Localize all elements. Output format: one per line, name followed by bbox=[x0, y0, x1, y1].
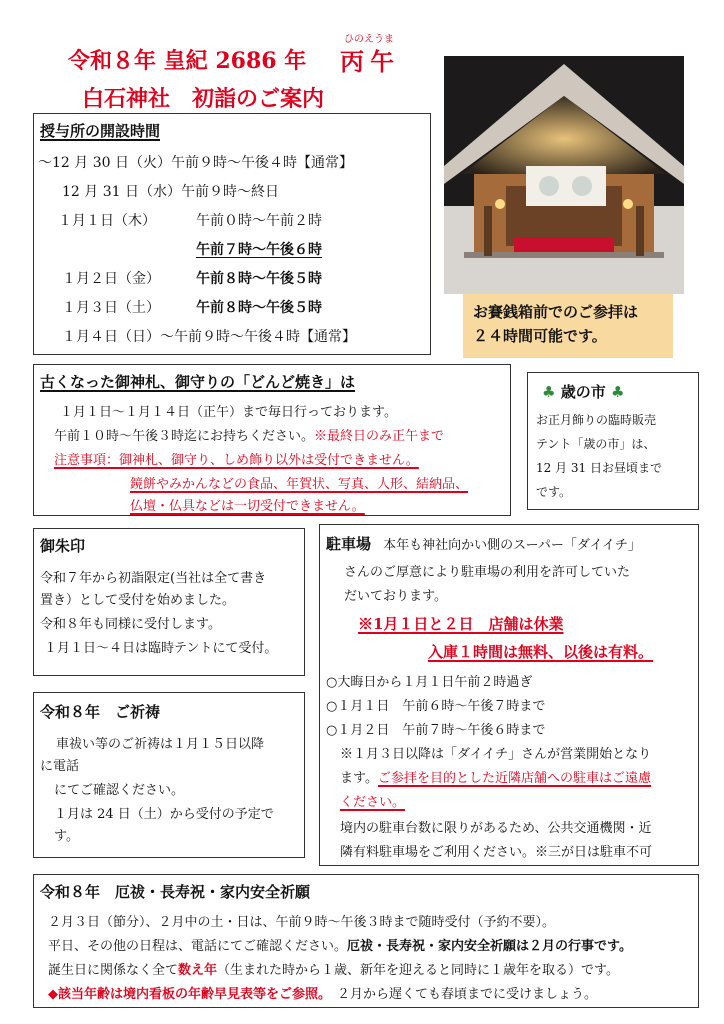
juyo-row-6-date: １月３日（土） bbox=[62, 300, 160, 316]
juyo-row-3-date: １月１日（木） bbox=[58, 213, 156, 229]
dondo-line-4: 鏡餅やみかんなどの食品、年賀状、写真、人形、結納品、 bbox=[130, 477, 469, 492]
goshuin-box bbox=[33, 528, 305, 676]
juyo-row-4-text: 午前７時～午後６時 bbox=[196, 242, 322, 258]
juyo-row-5-time: 午前８時～午後５時 bbox=[196, 271, 322, 287]
juyo-row-2: 12 月 31 日（水）午前９時～終日 bbox=[62, 184, 279, 200]
toshinoichi-line-1: お正月飾りの臨時販売 bbox=[536, 413, 657, 427]
kito-box bbox=[33, 692, 305, 858]
photo-caption bbox=[463, 294, 673, 358]
yakubarai-line-3 bbox=[48, 959, 619, 978]
yakubarai-line-2 bbox=[48, 935, 632, 954]
parking-line-3: だいております。 bbox=[344, 589, 447, 604]
juyo-title: 授与所の開設時間 bbox=[40, 122, 161, 140]
juyo-row-7: １月４日（日）～午前９時～午後４時【通常】 bbox=[62, 329, 356, 345]
yakubarai-line-3a: 誕生日に関係なく全て bbox=[48, 963, 179, 978]
yakubarai-box bbox=[33, 874, 699, 1008]
juyo-hours-box bbox=[33, 113, 431, 355]
shrine-photo bbox=[444, 56, 684, 294]
yakubarai-line-4a: ◆該当年齢は境内看板の年齢早見表等をご参照。 bbox=[48, 987, 331, 1002]
kito-line-5: す。 bbox=[54, 829, 79, 844]
yakubarai-line-2a: 平日、その他の日程は、電話にてご確認ください。 bbox=[48, 939, 348, 954]
photo-caption-line1: お賽銭箱前でのご参拝は bbox=[473, 303, 639, 321]
photo-caption-line2: ２４時間可能です。 bbox=[473, 327, 607, 345]
parking-red-1: ※1月１日と２日 店舗は休業 bbox=[358, 615, 564, 633]
toshinoichi-line-4: です。 bbox=[536, 485, 572, 499]
goshuin-line-1: 令和７年から初詣限定(当社は全て書き bbox=[40, 571, 267, 586]
parking-opt-1: ○大晦日から１月１日午前２時過ぎ bbox=[326, 675, 533, 690]
parking-box bbox=[319, 524, 699, 866]
kito-line-1: 車祓い等のご祈祷は１月１５日以降 bbox=[56, 737, 265, 752]
yakubarai-line-4b: ２月から遅くても春頃までに受けましょう。 bbox=[337, 987, 598, 1002]
parking-note-3: ください。 bbox=[340, 795, 406, 810]
dondo-line-5: 仏壇・仏具などは一切受付できません。 bbox=[130, 499, 365, 514]
pine-icon: ♣ bbox=[542, 383, 556, 401]
dondo-line-2 bbox=[54, 425, 444, 444]
dondo-line-2-red: ※最終日のみ正午まで bbox=[314, 429, 445, 444]
header-eto-ruby: ひのえうま bbox=[344, 34, 394, 45]
dondo-line-3: 注意事項：御神札、御守り、しめ飾り以外は受付できません。 bbox=[54, 453, 419, 468]
goshuin-line-2: 置き）として受付を始めました。 bbox=[40, 593, 236, 608]
juyo-row-5-date: １月２日（金） bbox=[62, 271, 160, 287]
parking-line-1-row bbox=[326, 533, 641, 554]
toshinoichi-line-3: 12 月 31 日お昼頃まで bbox=[536, 461, 662, 475]
kito-line-4: １月は 24 日（土）から受付の予定で bbox=[54, 807, 274, 822]
parking-opt-2: ○１月１日 午前６時～午後７時まで bbox=[326, 699, 546, 714]
goshuin-line-3: 令和８年も同様に受付します。 bbox=[40, 617, 221, 632]
juyo-row-1: ～12 月 30 日（火）午前９時～午後４時【通常】 bbox=[38, 155, 353, 171]
yakubarai-line-4 bbox=[48, 983, 597, 1002]
yakubarai-line-3b: 数え年 bbox=[178, 963, 218, 978]
dondo-box bbox=[33, 364, 511, 516]
kito-line-3: にてご確認ください。 bbox=[54, 783, 185, 798]
yakubarai-title: 令和８年 厄祓・長寿祝・家内安全祈願 bbox=[40, 883, 311, 901]
juyo-row-3-time: 午前０時～午前２時 bbox=[196, 213, 322, 229]
header-eto: 丙午 bbox=[340, 47, 400, 76]
toshinoichi-box bbox=[527, 372, 699, 510]
parking-note-2b: ご参拝を目的とした近隣店舗への駐車はご遠慮 bbox=[377, 771, 651, 786]
toshinoichi-title: 歳の市 bbox=[560, 383, 606, 401]
header-title: 白石神社 初詣のご案内 bbox=[82, 86, 325, 112]
parking-line-1: 本年も神社向かい側のスーパー「ダイイチ」 bbox=[383, 538, 641, 553]
parking-note-4: 境内の駐車台数に限りがあるため、公共交通機関・近 bbox=[340, 821, 652, 836]
yakubarai-line-2b: 厄祓・長寿祝・家内安全祈願は２月の行事です。 bbox=[347, 939, 632, 954]
header-year-text: 令和８年 皇紀 bbox=[68, 48, 208, 74]
goshuin-line-4: １月１日～４日は臨時テントにて受付。 bbox=[44, 641, 278, 656]
parking-red-2: 入庫１時間は無料、以後は有料。 bbox=[428, 643, 654, 661]
shrine-illustration bbox=[444, 56, 684, 294]
juyo-row-6-time: 午前８時～午後５時 bbox=[196, 300, 322, 316]
toshinoichi-line-2: テント「歳の市」は、 bbox=[536, 437, 656, 451]
kito-title: 令和８年 ご祈祷 bbox=[40, 703, 161, 721]
parking-opt-3: ○１月２日 午前７時～午後６時まで bbox=[326, 723, 546, 738]
dondo-title: 古くなった御神札、御守りの「どんど焼き」は bbox=[40, 373, 356, 391]
kito-line-2: に電話 bbox=[40, 759, 80, 774]
parking-note-2a: ます。 bbox=[340, 771, 378, 786]
header-line1 bbox=[68, 44, 306, 75]
header-nen: 年 bbox=[284, 48, 307, 74]
goshuin-title: 御朱印 bbox=[40, 537, 86, 555]
parking-title: 駐車場 bbox=[326, 535, 372, 553]
header-kouki-year: 2686 bbox=[215, 48, 277, 74]
parking-note-1: ※１月３日以降は「ダイイチ」さんが営業開始となり bbox=[340, 747, 652, 762]
yakubarai-line-3c: （生まれた時から１歳、新年を迎えると同時に１歳年を取る）です。 bbox=[217, 963, 619, 978]
parking-note-5: 隣有料駐車場をご利用ください。※三が日は駐車不可 bbox=[340, 845, 653, 860]
yakubarai-line-1: ２月３日（節分）、２月中の土・日は、午前９時～午後３時まで随時受付（予約不要）。 bbox=[48, 915, 556, 930]
pine-icon-right: ♣ bbox=[610, 383, 625, 401]
dondo-line-2-text: 午前１０時～午後３時迄にお持ちください。 bbox=[54, 429, 315, 444]
juyo-row-4-time bbox=[196, 239, 322, 259]
toshinoichi-title-row bbox=[542, 381, 624, 402]
parking-line-2: さんのご厚意により駐車場の利用を許可していた bbox=[344, 565, 631, 580]
dondo-line-1: １月１日～１月１４日（正午）まで毎日行っております。 bbox=[60, 405, 397, 420]
parking-note-2 bbox=[340, 767, 651, 786]
